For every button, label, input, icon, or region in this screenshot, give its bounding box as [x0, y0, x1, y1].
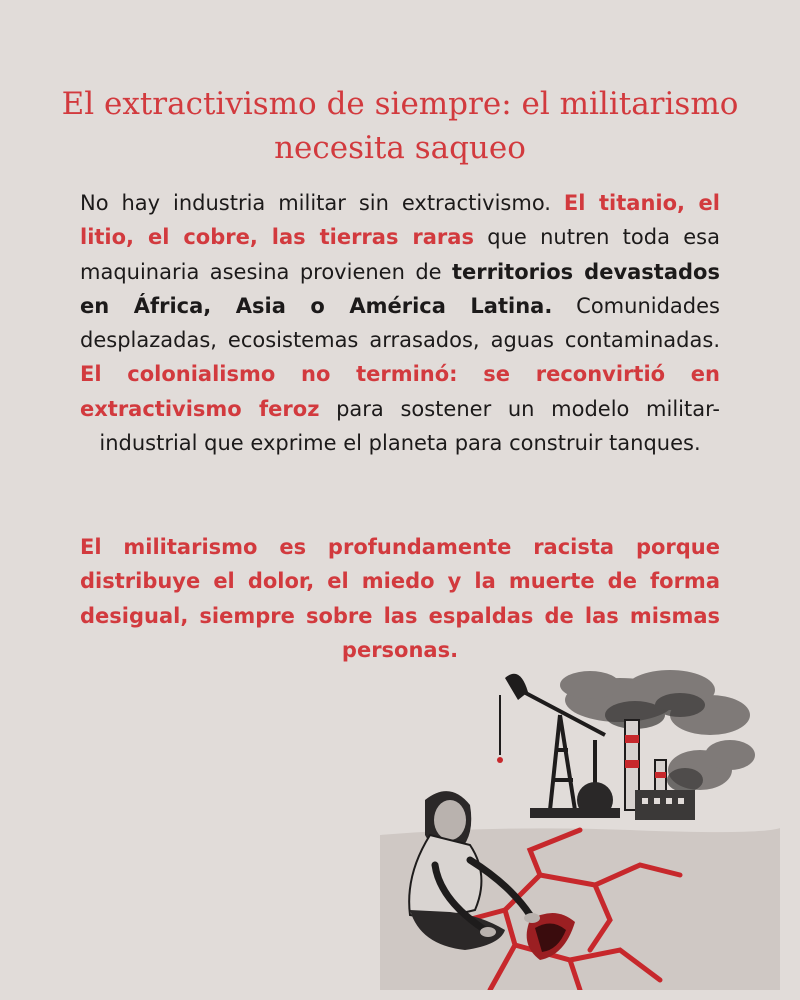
- paragraph-racism: El militarismo es profundamente racista porque distribuye el dolor, el miedo y la muerte de forma desigual, siempre sobre las espaldas de las mismas personas.: [80, 535, 720, 662]
- paragraph-text: para sostener un modelo militar-industrial que exprime el planeta para construir tanques.: [99, 396, 720, 456]
- highlight-colonialism: El colonialismo no terminó: se reconvirtió en extractivismo feroz: [80, 362, 720, 421]
- paragraph-extractivism: [80, 186, 720, 460]
- highlight-minerals: El titanio, el litio, el cobre, las tierras raras: [80, 191, 721, 250]
- oil-pump-factory-cracked-earth-illustration: [380, 660, 780, 990]
- highlight-territories: territorios devastados en África, Asia o América Latina.: [80, 259, 720, 318]
- page-title: El extractivismo de siempre: el militarismo necesita saqueo: [61, 86, 739, 166]
- paragraph-text: que nutren toda esa maquinaria asesina provienen de: [80, 225, 720, 284]
- paragraph-text: Comunidades desplazadas, ecosistemas arrasados, aguas contaminadas.: [80, 293, 720, 353]
- paragraph-text: No hay industria militar sin extractivismo.: [80, 191, 564, 215]
